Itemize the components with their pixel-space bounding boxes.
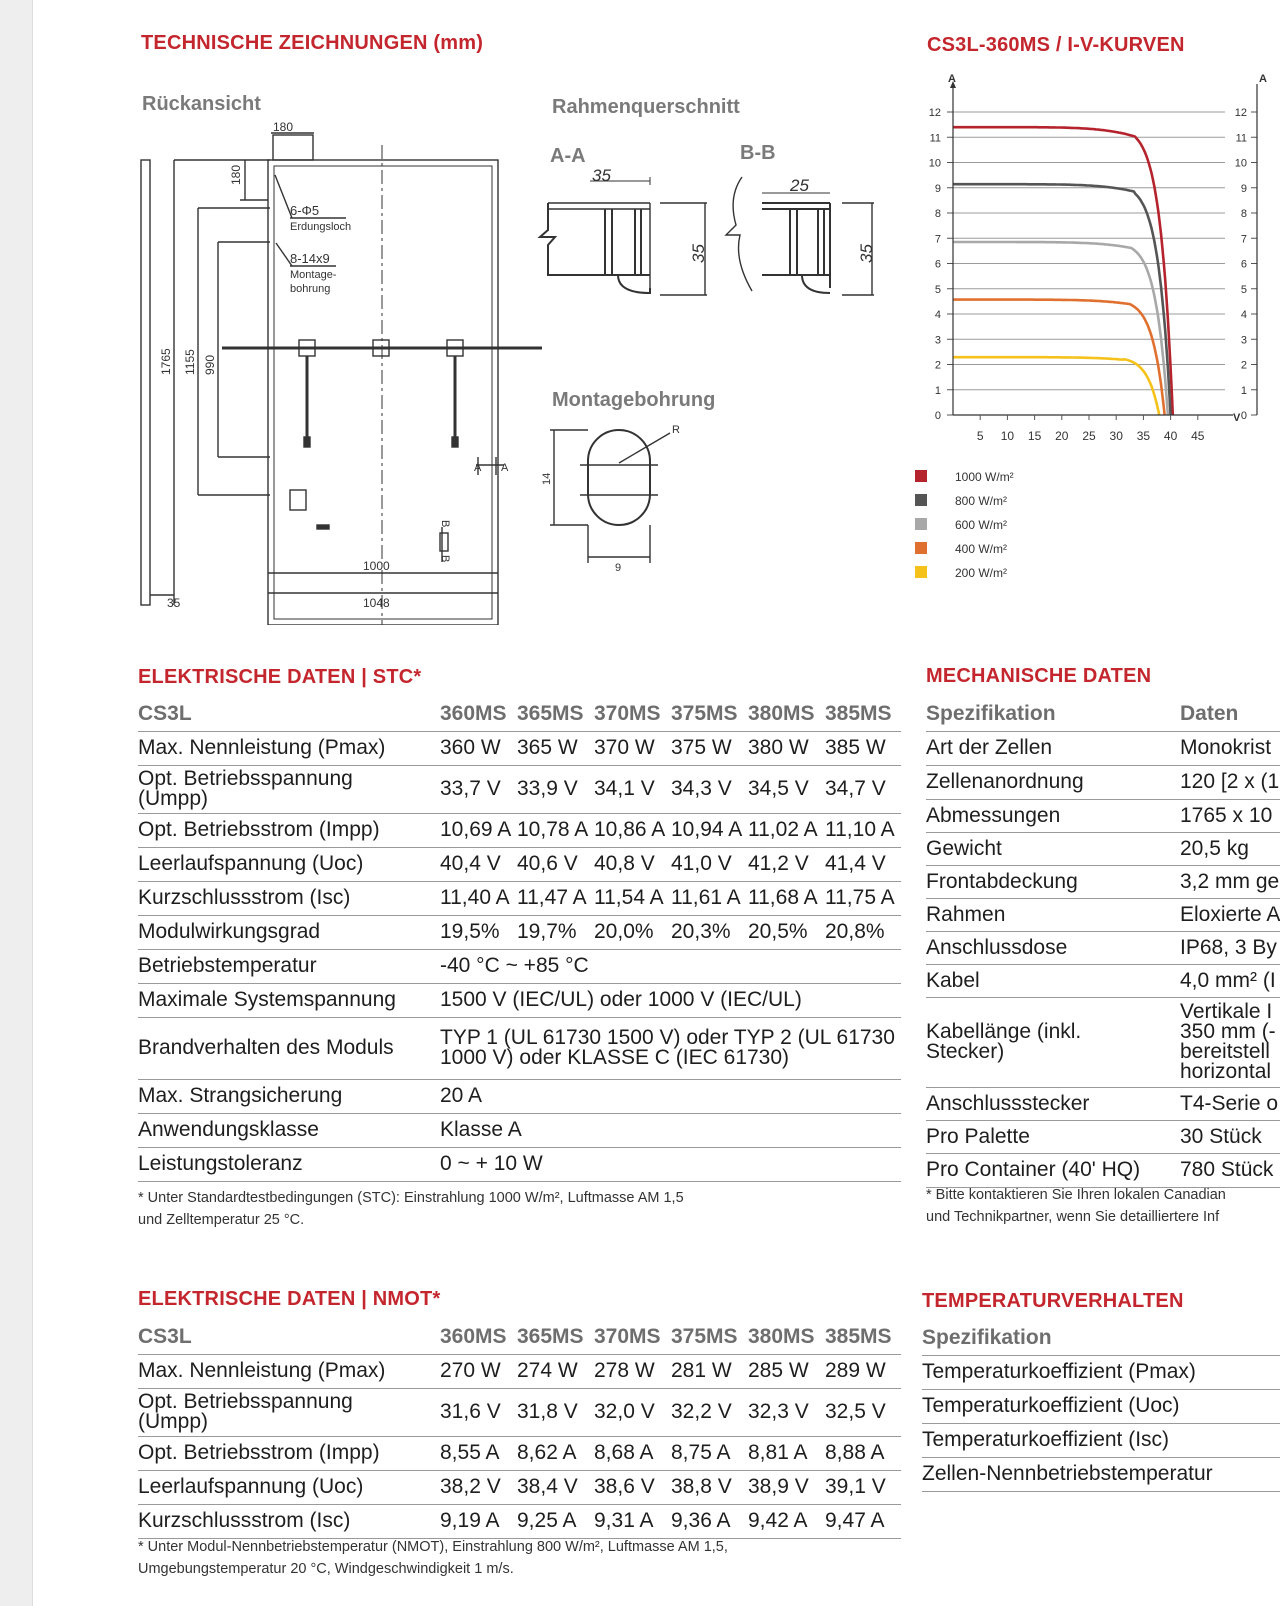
- cell: 32,0 V: [594, 1388, 671, 1436]
- cell: 1765 x 10: [1180, 799, 1280, 832]
- y-tick-label-right: 3: [1240, 334, 1247, 347]
- legend-swatch: [915, 494, 927, 506]
- cell: 11,10 A: [825, 813, 901, 847]
- row-label: Temperaturkoeffizient (Uoc): [922, 1389, 1280, 1423]
- stc-footnote-1: * Unter Standardtestbedingungen (STC): Einstrahlung 1000 W/m², Luftmasse AM 1,5: [138, 1190, 684, 1206]
- row-label: Max. Strangsicherung: [138, 1079, 440, 1113]
- y-tick-label-right: 6: [1240, 258, 1247, 271]
- legend-swatch: [915, 566, 927, 578]
- dim-180-side: 180: [229, 164, 243, 185]
- legend-label: 400 W/m²: [955, 542, 1008, 556]
- cell: 11,61 A: [671, 881, 748, 915]
- y-tick-label-right: 2: [1240, 359, 1247, 372]
- cell: 40,6 V: [517, 847, 594, 881]
- cell: 370 W: [594, 731, 671, 765]
- y-tick-label: 2: [934, 359, 941, 372]
- cell: 8,81 A: [748, 1436, 825, 1470]
- table-row: [138, 1017, 901, 1079]
- cell: 38,9 V: [748, 1470, 825, 1504]
- row-label: Modulwirkungsgrad: [138, 915, 440, 949]
- table-row: [926, 1153, 1280, 1187]
- cell: 10,86 A: [594, 813, 671, 847]
- cell: 10,69 A: [440, 813, 517, 847]
- dim-1048: 1048: [363, 596, 390, 610]
- table-row: [922, 1355, 1280, 1389]
- row-label: Temperaturkoeffizient (Isc): [922, 1423, 1280, 1457]
- nmot-header-col: 360MS: [440, 1320, 517, 1354]
- table-row: [922, 1389, 1280, 1423]
- nmot-header-col: 365MS: [517, 1320, 594, 1354]
- row-label: Pro Container (40' HQ): [926, 1153, 1180, 1187]
- table-row: [138, 1470, 901, 1504]
- cell: TYP 1 (UL 61730 1500 V) oder TYP 2 (UL 61730 1000 V) oder KLASSE C (IEC 61730): [440, 1017, 901, 1079]
- temp-header-row: [922, 1321, 1280, 1355]
- row-label: Maximale Systemspannung: [138, 983, 440, 1017]
- cell: 10,78 A: [517, 813, 594, 847]
- cell: 385 W: [825, 731, 901, 765]
- temp-table: [922, 1321, 1280, 1492]
- cell: 8,68 A: [594, 1436, 671, 1470]
- table-row: [926, 832, 1280, 865]
- row-label: Frontabdeckung: [926, 865, 1180, 898]
- y-tick-label-right: 1: [1240, 384, 1247, 397]
- cell: 39,1 V: [825, 1470, 901, 1504]
- cell: 9,25 A: [517, 1504, 594, 1538]
- table-row: [138, 847, 901, 881]
- y-tick-label-right: 9: [1240, 182, 1247, 195]
- cell: 19,5%: [440, 915, 517, 949]
- cell: 41,0 V: [671, 847, 748, 881]
- table-row: [926, 898, 1280, 931]
- dim-1155: 1155: [183, 349, 197, 375]
- cell: 20 A: [440, 1079, 901, 1113]
- x-tick-label: 20: [1055, 429, 1069, 443]
- stc-title: ELEKTRISCHE DATEN | STC*: [138, 666, 422, 688]
- mech-title: MECHANISCHE DATEN: [926, 665, 1152, 687]
- cell: 4,0 mm² (I: [1180, 964, 1280, 997]
- x-tick-label: 45: [1191, 429, 1205, 443]
- right-y-axis-label: A: [1259, 73, 1267, 85]
- stc-header-col: 360MS: [440, 697, 517, 731]
- cell: Monokrist: [1180, 731, 1280, 765]
- cell: 11,47 A: [517, 881, 594, 915]
- cell: 281 W: [671, 1354, 748, 1388]
- cell: 270 W: [440, 1354, 517, 1388]
- y-tick-label-right: 5: [1240, 283, 1247, 296]
- cell: 20,5%: [748, 915, 825, 949]
- mark-b1: B: [439, 520, 451, 528]
- hole-label: 6-Φ5: [290, 203, 320, 218]
- table-row: [926, 765, 1280, 799]
- cell: 375 W: [671, 731, 748, 765]
- y-axis-label: A: [948, 73, 956, 85]
- row-label: Max. Nennleistung (Pmax): [138, 731, 440, 765]
- stc-header-col: 375MS: [671, 697, 748, 731]
- cell: 40,8 V: [594, 847, 671, 881]
- mech-footnote-2: und Technikpartner, wenn Sie detailliertere Inf: [926, 1209, 1220, 1225]
- nmot-title: ELEKTRISCHE DATEN | NMOT*: [138, 1288, 441, 1310]
- cell: 11,02 A: [748, 813, 825, 847]
- table-row: [138, 1079, 901, 1113]
- cell: 11,75 A: [825, 881, 901, 915]
- cell: 380 W: [748, 731, 825, 765]
- cell: 33,7 V: [440, 765, 517, 813]
- iv-chart-title: CS3L-360MS / I-V-KURVEN: [927, 34, 1185, 56]
- x-tick-label: 5: [976, 429, 984, 443]
- row-label: Kabellänge (inkl. Stecker): [926, 997, 1180, 1087]
- cell: 20,8%: [825, 915, 901, 949]
- nmot-footnote-2: Umgebungstemperatur 20 °C, Windgeschwindigkeit 1 m/s.: [138, 1561, 514, 1577]
- cell: 0 ~ + 10 W: [440, 1147, 901, 1181]
- cell: 40,4 V: [440, 847, 517, 881]
- iv-curve-chart: [915, 70, 1280, 610]
- cell: Klasse A: [440, 1113, 901, 1147]
- legend-label: 600 W/m²: [955, 518, 1008, 532]
- cell: 41,2 V: [748, 847, 825, 881]
- montagebohrung-label: Montagebohrung: [552, 389, 716, 411]
- cell: 8,62 A: [517, 1436, 594, 1470]
- y-tick-label-right: 12: [1234, 107, 1247, 119]
- iv-series-line: [953, 357, 1159, 415]
- legend-swatch: [915, 470, 927, 482]
- temp-header-spec: Spezifikation: [922, 1321, 1280, 1355]
- row-label: Opt. Betriebsspannung (Umpp): [138, 765, 440, 813]
- cell: 41,4 V: [825, 847, 901, 881]
- cell: 34,1 V: [594, 765, 671, 813]
- dim-35-bb-h: 35: [857, 244, 876, 263]
- mech-header-row: [926, 697, 1280, 731]
- x-tick-label: 30: [1109, 429, 1123, 443]
- cell: 8,55 A: [440, 1436, 517, 1470]
- side-profile: [141, 160, 150, 605]
- cell: 38,6 V: [594, 1470, 671, 1504]
- dim-14: 14: [541, 472, 553, 485]
- y-tick-label-right: 11: [1235, 132, 1247, 145]
- y-tick-label-right: 0: [1240, 410, 1247, 422]
- table-row: [926, 931, 1280, 964]
- cell: 31,8 V: [517, 1388, 594, 1436]
- cell: 38,8 V: [671, 1470, 748, 1504]
- cell: 20,5 kg: [1180, 832, 1280, 865]
- nmot-header-col: 370MS: [594, 1320, 671, 1354]
- table-row: [138, 881, 901, 915]
- stc-header-model: CS3L: [138, 697, 440, 731]
- drawings-title: TECHNISCHE ZEICHNUNGEN (mm): [141, 32, 484, 54]
- nmot-header-row: [138, 1320, 901, 1354]
- cell: 365 W: [517, 731, 594, 765]
- nmot-header-col: 385MS: [825, 1320, 901, 1354]
- x-tick-label: 25: [1082, 429, 1096, 443]
- row-label: Zellen-Nennbetriebstemperatur: [922, 1457, 1280, 1491]
- cell: 33,9 V: [517, 765, 594, 813]
- cell: 31,6 V: [440, 1388, 517, 1436]
- dim-9: 9: [615, 562, 622, 574]
- y-tick-label: 9: [934, 182, 941, 195]
- y-tick-label: 5: [934, 283, 941, 296]
- cell: Vertikale I 350 mm (- bereitstell horizontal: [1180, 997, 1280, 1087]
- rueckansicht-label: Rückansicht: [142, 93, 261, 115]
- table-row: [138, 765, 901, 813]
- table-row: [138, 813, 901, 847]
- temp-title: TEMPERATURVERHALTEN: [922, 1290, 1184, 1312]
- cell: 8,75 A: [671, 1436, 748, 1470]
- row-label: Brandverhalten des Moduls: [138, 1017, 440, 1079]
- y-tick-label: 0: [934, 410, 941, 422]
- technical-drawing: [130, 85, 900, 625]
- stc-footnote-2: und Zelltemperatur 25 °C.: [138, 1212, 305, 1228]
- mech-footnote-1: * Bitte kontaktieren Sie Ihren lokalen Canadian: [926, 1187, 1226, 1203]
- legend-label: 800 W/m²: [955, 494, 1008, 508]
- y-tick-label: 7: [934, 233, 941, 246]
- y-tick-label: 6: [934, 258, 941, 271]
- mount-desc-1: Montage-: [290, 269, 337, 281]
- nmot-header-model: CS3L: [138, 1320, 440, 1354]
- cell: 10,94 A: [671, 813, 748, 847]
- table-row: [926, 1087, 1280, 1120]
- y-tick-label: 10: [928, 157, 941, 170]
- table-row: [926, 799, 1280, 832]
- dim-1765: 1765: [159, 348, 173, 375]
- cell: 11,40 A: [440, 881, 517, 915]
- row-label: Anschlussdose: [926, 931, 1180, 964]
- row-label: Kurzschlussstrom (Isc): [138, 1504, 440, 1538]
- cell: 38,4 V: [517, 1470, 594, 1504]
- row-label: Opt. Betriebsstrom (Impp): [138, 1436, 440, 1470]
- cell: 274 W: [517, 1354, 594, 1388]
- cell: IP68, 3 By: [1180, 931, 1280, 964]
- stc-header-row: [138, 697, 901, 731]
- table-row: [922, 1423, 1280, 1457]
- y-tick-label: 4: [934, 309, 941, 321]
- cell: 9,19 A: [440, 1504, 517, 1538]
- cell: 20,3%: [671, 915, 748, 949]
- table-row: [138, 731, 901, 765]
- cell: 1500 V (IEC/UL) oder 1000 V (IEC/UL): [440, 983, 901, 1017]
- table-row: [138, 983, 901, 1017]
- row-label: Zellenanordnung: [926, 765, 1180, 799]
- y-tick-label: 11: [929, 132, 941, 145]
- mech-table: [926, 697, 1280, 1188]
- nmot-header-col: 380MS: [748, 1320, 825, 1354]
- cell: 120 [2 x (1: [1180, 765, 1280, 799]
- table-row: [926, 964, 1280, 997]
- rahmenquerschnitt-label: Rahmenquerschnitt: [552, 96, 740, 118]
- cell: 34,7 V: [825, 765, 901, 813]
- mech-header-spec: Spezifikation: [926, 697, 1180, 731]
- section-bb-label: B-B: [740, 142, 776, 164]
- cell: 32,2 V: [671, 1388, 748, 1436]
- cell: 32,5 V: [825, 1388, 901, 1436]
- cell: 278 W: [594, 1354, 671, 1388]
- row-label: Max. Nennleistung (Pmax): [138, 1354, 440, 1388]
- row-label: Abmessungen: [926, 799, 1180, 832]
- row-label: Betriebstemperatur: [138, 949, 440, 983]
- row-label: Leistungstoleranz: [138, 1147, 440, 1181]
- x-axis-label: V: [1233, 412, 1241, 424]
- table-row: [926, 731, 1280, 765]
- y-tick-label: 8: [934, 208, 941, 220]
- table-row: [138, 949, 901, 983]
- y-tick-label: 12: [928, 107, 941, 119]
- cell: 34,5 V: [748, 765, 825, 813]
- legend-swatch: [915, 542, 927, 554]
- cell: 8,88 A: [825, 1436, 901, 1470]
- mech-header-data: Daten: [1180, 697, 1280, 731]
- dim-r: R: [672, 424, 680, 436]
- table-row: [138, 915, 901, 949]
- stc-header-col: 370MS: [594, 697, 671, 731]
- y-tick-label: 1: [934, 384, 941, 397]
- nmot-header-col: 375MS: [671, 1320, 748, 1354]
- mark-a1: A: [474, 462, 482, 474]
- cell: 11,54 A: [594, 881, 671, 915]
- x-tick-label: 15: [1027, 429, 1042, 443]
- row-label: Temperaturkoeffizient (Pmax): [922, 1355, 1280, 1389]
- row-label: Pro Palette: [926, 1120, 1180, 1153]
- row-label: Leerlaufspannung (Uoc): [138, 1470, 440, 1504]
- row-label: Kurzschlussstrom (Isc): [138, 881, 440, 915]
- dim-1000: 1000: [363, 559, 390, 573]
- y-tick-label-right: 4: [1240, 309, 1247, 321]
- cell: 19,7%: [517, 915, 594, 949]
- row-label: Opt. Betriebsspannung (Umpp): [138, 1388, 440, 1436]
- x-tick-label: 40: [1163, 429, 1178, 443]
- cell: 30 Stück: [1180, 1120, 1280, 1153]
- cell: T4-Serie o: [1180, 1087, 1280, 1120]
- row-label: Rahmen: [926, 898, 1180, 931]
- dim-25-bb: 25: [790, 176, 809, 195]
- table-row: [138, 1113, 901, 1147]
- y-tick-label-right: 7: [1240, 233, 1247, 246]
- stc-table: [138, 697, 901, 1182]
- cell: 38,2 V: [440, 1470, 517, 1504]
- cell: 9,47 A: [825, 1504, 901, 1538]
- dim-35-bottom: 35: [167, 596, 181, 610]
- cell: 780 Stück: [1180, 1153, 1280, 1187]
- cell: 3,2 mm ge: [1180, 865, 1280, 898]
- table-row: [926, 997, 1280, 1087]
- table-row: [138, 1388, 901, 1436]
- cell: 9,31 A: [594, 1504, 671, 1538]
- mount-label: 8-14x9: [290, 251, 330, 266]
- dim-990: 990: [203, 354, 217, 375]
- nmot-table: [138, 1320, 901, 1539]
- mounting-hole-shape: [588, 430, 650, 525]
- x-tick-label: 35: [1136, 429, 1151, 443]
- cell: Eloxierte A: [1180, 898, 1280, 931]
- legend-label: 1000 W/m²: [955, 470, 1014, 484]
- row-label: Kabel: [926, 964, 1180, 997]
- page-left-gutter: [0, 0, 33, 1606]
- y-tick-label: 3: [934, 334, 941, 347]
- table-row: [922, 1457, 1280, 1491]
- cell: 11,68 A: [748, 881, 825, 915]
- cell: 9,42 A: [748, 1504, 825, 1538]
- table-row: [138, 1147, 901, 1181]
- stc-header-col: 365MS: [517, 697, 594, 731]
- stc-header-col: 380MS: [748, 697, 825, 731]
- section-aa-label: A-A: [550, 145, 586, 167]
- row-label: Opt. Betriebsstrom (Impp): [138, 813, 440, 847]
- stc-header-col: 385MS: [825, 697, 901, 731]
- cell: -40 °C ~ +85 °C: [440, 949, 901, 983]
- iv-series-line: [953, 127, 1173, 415]
- cell: 289 W: [825, 1354, 901, 1388]
- table-row: [138, 1354, 901, 1388]
- mark-b2: B: [439, 555, 451, 563]
- table-row: [138, 1436, 901, 1470]
- dim-180-top: 180: [273, 120, 294, 134]
- y-tick-label-right: 8: [1240, 208, 1247, 220]
- legend-swatch: [915, 518, 927, 530]
- row-label: Anwendungsklasse: [138, 1113, 440, 1147]
- mount-desc-2: bohrung: [290, 283, 331, 295]
- nmot-footnote-1: * Unter Modul-Nennbetriebstemperatur (NMOT), Einstrahlung 800 W/m², Luftmasse AM 1,5,: [138, 1539, 728, 1555]
- row-label: Leerlaufspannung (Uoc): [138, 847, 440, 881]
- cell: 9,36 A: [671, 1504, 748, 1538]
- dim-35-aa-h: 35: [689, 244, 708, 263]
- table-row: [926, 1120, 1280, 1153]
- cell: 20,0%: [594, 915, 671, 949]
- mark-a2: A: [501, 462, 509, 474]
- iv-series-line: [953, 242, 1168, 415]
- dim-35-aa: 35: [592, 166, 611, 185]
- x-tick-label: 10: [1000, 429, 1015, 443]
- cell: 285 W: [748, 1354, 825, 1388]
- y-tick-label-right: 10: [1234, 157, 1247, 170]
- hole-desc: Erdungsloch: [290, 221, 352, 233]
- cell: 360 W: [440, 731, 517, 765]
- row-label: Art der Zellen: [926, 731, 1180, 765]
- row-label: Anschlussstecker: [926, 1087, 1180, 1120]
- legend-label: 200 W/m²: [955, 566, 1008, 580]
- row-label: Gewicht: [926, 832, 1180, 865]
- cell: 34,3 V: [671, 765, 748, 813]
- table-row: [926, 865, 1280, 898]
- cell: 32,3 V: [748, 1388, 825, 1436]
- table-row: [138, 1504, 901, 1538]
